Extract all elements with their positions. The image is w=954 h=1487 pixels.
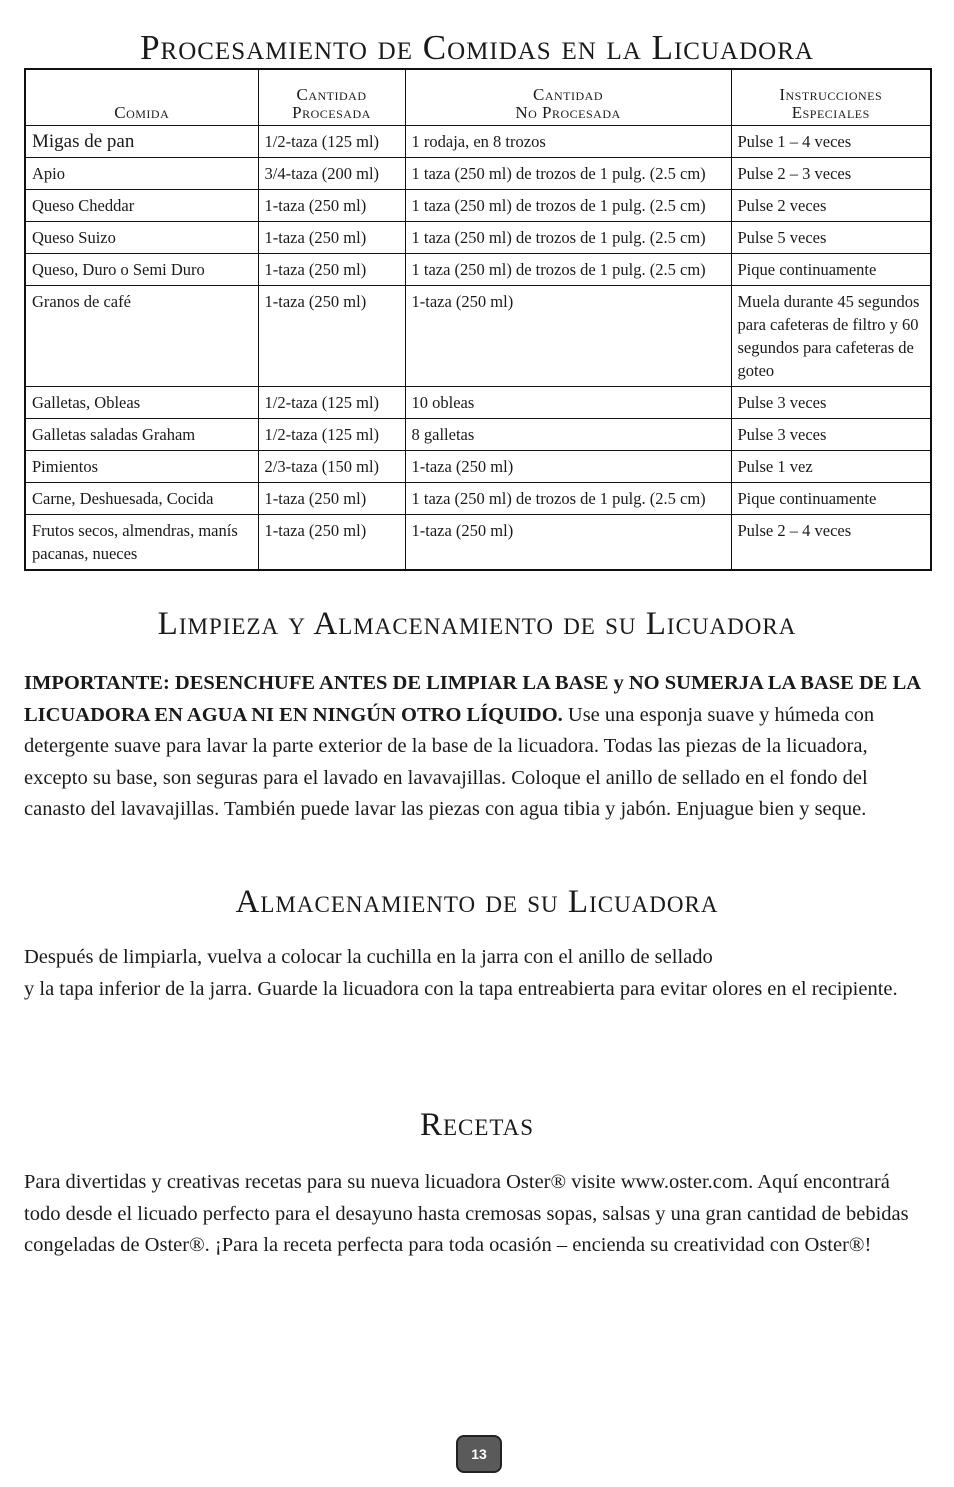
cell-no-procesada: 1-taza (250 ml) [405, 286, 731, 387]
table-row [25, 286, 931, 387]
almacenamiento-line-2: y la tapa inferior de la jarra. Guarde la licuadora con la tapa entreabierta para evitar olores en el recipiente. [24, 977, 898, 1000]
cell-instrucciones: Pique continuamente [731, 254, 931, 286]
cell-no-procesada: 1 taza (250 ml) de trozos de 1 pulg. (2.5 cm) [405, 222, 731, 254]
cell-instrucciones: Pique continuamente [731, 483, 931, 515]
limpieza-heading: Limpieza y Almacenamiento de su Licuadora [157, 606, 797, 642]
cell-comida: Granos de café [25, 286, 258, 387]
almacenamiento-section [24, 882, 930, 1005]
cell-comida: Pimientos [25, 451, 258, 483]
cell-no-procesada: 10 obleas [405, 387, 731, 419]
recetas-paragraph: Para divertidas y creativas recetas para su nueva licuadora Oster® visite www.oster.com. Aquí encontrará todo desde el licuado perfecto para el desayuno hasta cremosas sopas, salsas y una gran cantidad de bebidas congeladas de Oster®. ¡Para la receta perfecta para toda ocasión – encienda su creatividad con Oster®! [24, 1171, 909, 1256]
table-header-row [25, 69, 931, 126]
cell-instrucciones: Muela durante 45 segundos para cafeteras de filtro y 60 segundos para cafeteras de goteo [731, 286, 931, 387]
limpieza-paragraph [24, 668, 930, 826]
cell-procesada: 1-taza (250 ml) [258, 483, 405, 515]
cell-instrucciones: Pulse 2 – 3 veces [731, 158, 931, 190]
almacenamiento-paragraph [24, 942, 930, 1005]
cell-instrucciones: Pulse 2 veces [731, 190, 931, 222]
cell-no-procesada: 8 galletas [405, 419, 731, 451]
cell-comida: Carne, Deshuesada, Cocida [25, 483, 258, 515]
table-row [25, 483, 931, 515]
cell-comida: Apio [25, 158, 258, 190]
header-comida: Comida [25, 69, 258, 126]
cell-procesada: 2/3-taza (150 ml) [258, 451, 405, 483]
cell-instrucciones: Pulse 3 veces [731, 387, 931, 419]
cell-procesada: 1/2-taza (125 ml) [258, 419, 405, 451]
cell-no-procesada: 1 taza (250 ml) de trozos de 1 pulg. (2.5 cm) [405, 254, 731, 286]
cell-instrucciones: Pulse 2 – 4 veces [731, 515, 931, 571]
limpieza-warning: IMPORTANTE: DESENCHUFE ANTES DE LIMPIAR LA BASE y NO SUMERJA LA BASE DE LA LICUADORA EN AGUA NI EN NINGÚN OTRO LÍQUIDO. [24, 672, 920, 726]
table-row [25, 222, 931, 254]
cell-procesada: 1-taza (250 ml) [258, 254, 405, 286]
cell-comida: Queso Suizo [25, 222, 258, 254]
cell-comida: Queso, Duro o Semi Duro [25, 254, 258, 286]
cell-no-procesada: 1-taza (250 ml) [405, 515, 731, 571]
table-row [25, 451, 931, 483]
cell-procesada: 1-taza (250 ml) [258, 515, 405, 571]
recetas-section [24, 1105, 930, 1262]
cell-procesada: 1/2-taza (125 ml) [258, 387, 405, 419]
cell-comida: Queso Cheddar [25, 190, 258, 222]
header-instrucciones: Instrucciones Especiales [731, 69, 931, 126]
page-number: 13 [456, 1435, 502, 1473]
cell-procesada: 1/2-taza (125 ml) [258, 126, 405, 158]
cell-procesada: 1-taza (250 ml) [258, 222, 405, 254]
cell-no-procesada: 1 taza (250 ml) de trozos de 1 pulg. (2.5 cm) [405, 190, 731, 222]
cell-procesada: 3/4-taza (200 ml) [258, 158, 405, 190]
table-row [25, 387, 931, 419]
cell-no-procesada: 1 taza (250 ml) de trozos de 1 pulg. (2.5 cm) [405, 158, 731, 190]
food-processing-table [24, 68, 932, 571]
table-row [25, 190, 931, 222]
table-row [25, 254, 931, 286]
cell-comida: Frutos secos, almendras, manís pacanas, nueces [25, 515, 258, 571]
cell-procesada: 1-taza (250 ml) [258, 286, 405, 387]
cell-instrucciones: Pulse 1 – 4 veces [731, 126, 931, 158]
cell-no-procesada: 1 rodaja, en 8 trozos [405, 126, 731, 158]
cell-no-procesada: 1-taza (250 ml) [405, 451, 731, 483]
almacenamiento-line-1: Después de limpiarla, vuelva a colocar la cuchilla en la jarra con el anillo de sellado [24, 946, 713, 968]
limpieza-section [24, 604, 930, 826]
limpieza-body: Use una esponja suave y húmeda con detergente suave para lavar la parte exterior de la base de la licuadora. Todas las piezas de la licuadora, excepto su base, son seguras para el lavado en lavavajillas. Coloque el anillo de sellado en el fondo del canasto del lavavajillas. También puede lavar las piezas con agua tibia y jabón. Enjuague bien y seque. [24, 703, 875, 820]
table-row [25, 419, 931, 451]
cell-comida: Migas de pan [25, 126, 258, 158]
cell-no-procesada: 1 taza (250 ml) de trozos de 1 pulg. (2.5 cm) [405, 483, 731, 515]
cell-comida: Galletas saladas Graham [25, 419, 258, 451]
cell-comida: Galletas, Obleas [25, 387, 258, 419]
cell-instrucciones: Pulse 1 vez [731, 451, 931, 483]
table-row [25, 126, 931, 158]
cell-procesada: 1-taza (250 ml) [258, 190, 405, 222]
page-title: Procesamiento de Comidas en la Licuadora [140, 28, 814, 67]
header-cantidad-no-procesada: Cantidad No Procesada [405, 69, 731, 126]
recetas-heading: Recetas [419, 1107, 535, 1143]
header-cantidad-procesada: Cantidad Procesada [258, 69, 405, 126]
table-row [25, 515, 931, 571]
almacenamiento-heading: Almacenamiento de su Licuadora [235, 884, 719, 920]
cell-instrucciones: Pulse 5 veces [731, 222, 931, 254]
cell-instrucciones: Pulse 3 veces [731, 419, 931, 451]
table-row [25, 158, 931, 190]
